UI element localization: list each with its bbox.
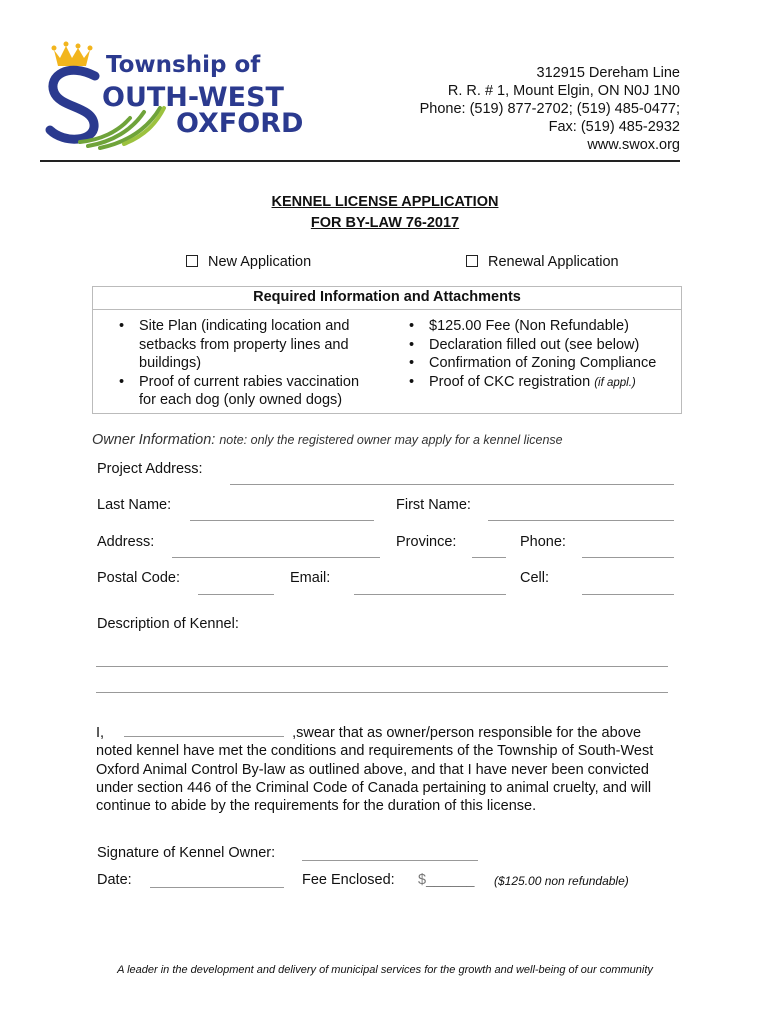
postal-code-field[interactable] [198, 594, 274, 595]
list-item: • Confirmation of Zoning Compliance [399, 354, 679, 373]
logo-line2: OUTH-WEST [102, 82, 284, 113]
contact-block [420, 64, 680, 154]
requirements-right-list [399, 317, 679, 392]
township-logo [40, 36, 304, 156]
new-application-label: New Application [208, 254, 312, 270]
address-field[interactable] [172, 557, 380, 558]
header-divider [40, 160, 680, 162]
requirements-box [92, 286, 682, 414]
phone-label: Phone: [520, 534, 566, 550]
website-link[interactable]: www.swox.org [587, 137, 680, 153]
project-address-label: Project Address: [97, 461, 203, 477]
first-name-field[interactable] [488, 520, 674, 521]
list-item: • Site Plan (indicating location and setbacks from property lines and buildings) [109, 317, 379, 373]
date-label: Date: [97, 872, 132, 888]
email-label: Email: [290, 570, 331, 586]
contact-line: Phone: (519) 877-2702; (519) 485-0477; [419, 101, 680, 117]
contact-line: R. R. # 1, Mount Elgin, ON N0J 1N0 [447, 83, 680, 99]
declaration-text: ,swear that as owner/person responsible for the above noted kennel have met the conditions and requirements of the Township of South-West Oxford Animal Control By-law as outlined above, and that I have never been convicted under section 446 of the Criminal Code of Canada pertaining to animal cruelty, and will continue to abide by the requirements for the duration of this license. [96, 725, 654, 815]
list-item: • $125.00 Fee (Non Refundable) [399, 317, 679, 336]
logo-line1: Township of [106, 52, 261, 78]
date-field[interactable] [150, 887, 284, 888]
footer-tagline: A leader in the development and delivery of municipal services for the growth and well-being of our community [117, 964, 653, 976]
signature-field[interactable] [302, 860, 478, 861]
list-item: • Proof of current rabies vaccination for each dog (only owned dogs) [109, 373, 379, 410]
declaration-start: I, [96, 725, 105, 741]
requirements-heading: Required Information and Attachments [253, 289, 521, 305]
contact-line: Fax: (519) 485-2932 [548, 119, 680, 135]
list-item [399, 373, 679, 393]
province-label: Province: [396, 534, 457, 550]
province-field[interactable] [472, 557, 506, 558]
contact-line: 312915 Dereham Line [536, 65, 680, 81]
last-name-field[interactable] [190, 520, 374, 521]
renewal-application-option[interactable] [466, 253, 619, 271]
first-name-label: First Name: [396, 497, 471, 513]
requirements-divider [93, 309, 681, 310]
declarant-name-field[interactable] [124, 724, 284, 737]
last-name-label: Last Name: [97, 497, 172, 513]
owner-note: note: only the registered owner may apply for a kennel license [219, 433, 563, 447]
renewal-application-checkbox[interactable] [466, 255, 478, 267]
new-application-option[interactable] [186, 253, 311, 271]
owner-information-heading [92, 432, 563, 448]
description-field-line-2[interactable] [96, 692, 668, 693]
postal-code-label: Postal Code: [97, 570, 181, 586]
description-field-line-1[interactable] [96, 666, 668, 667]
ckc-note: (if appl.) [594, 376, 636, 389]
cell-field[interactable] [582, 594, 674, 595]
renewal-application-label: Renewal Application [488, 254, 619, 270]
owner-heading-label: Owner Information: [92, 432, 216, 448]
page-subtitle: FOR BY-LAW 76-2017 [310, 215, 460, 231]
project-address-field[interactable] [230, 484, 674, 485]
ckc-requirement: Proof of CKC registration [429, 373, 591, 390]
list-item: • Declaration filled out (see below) [399, 336, 679, 355]
requirements-left-list [109, 317, 379, 410]
cell-label: Cell: [520, 570, 550, 586]
address-label: Address: [97, 534, 155, 550]
logo-line3: OXFORD [176, 108, 304, 139]
crown-icon [52, 42, 93, 67]
declaration-paragraph [96, 724, 676, 815]
fee-enclosed-label: Fee Enclosed: [302, 872, 395, 888]
email-field[interactable] [354, 594, 506, 595]
description-label: Description of Kennel: [97, 616, 239, 632]
fee-note: ($125.00 non refundable) [494, 874, 629, 888]
phone-field[interactable] [582, 557, 674, 558]
signature-label: Signature of Kennel Owner: [97, 845, 276, 861]
fee-enclosed-field[interactable]: $______ [418, 872, 475, 888]
new-application-checkbox[interactable] [186, 255, 198, 267]
page-title: KENNEL LICENSE APPLICATION [271, 194, 499, 210]
